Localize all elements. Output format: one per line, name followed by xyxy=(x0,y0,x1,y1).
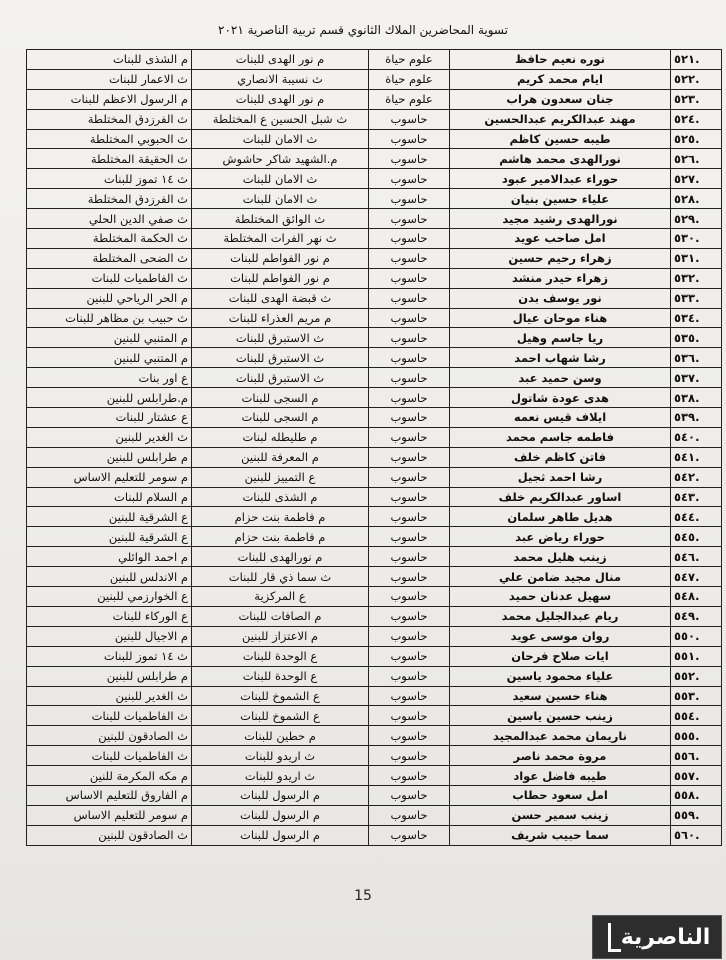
specialization-cell: حاسوب xyxy=(369,825,450,845)
teacher-name-cell: علياء محمود ياسين xyxy=(450,666,671,686)
assigned-school-cell: م نور الهدى للبنات xyxy=(192,50,369,70)
teacher-name-cell: منال مجيد ضامن علي xyxy=(450,567,671,587)
teacher-name-cell: فاتن كاظم خلف xyxy=(450,447,671,467)
previous-school-cell: ع الوركاء للبنات xyxy=(27,606,192,626)
specialization-cell: علوم حياة xyxy=(369,69,450,89)
row-number-cell: ٥٢١. xyxy=(671,50,722,70)
teacher-name-cell: هناء موحان عيال xyxy=(450,308,671,328)
table-row xyxy=(27,646,722,666)
previous-school-cell: ث الحبوبي المختلطة xyxy=(27,129,192,149)
row-number-cell: ٥٤٣. xyxy=(671,487,722,507)
teacher-name-cell: امل سعود حطاب xyxy=(450,785,671,805)
specialization-cell: علوم حياة xyxy=(369,50,450,70)
teacher-name-cell: زهراء رحيم حسين xyxy=(450,248,671,268)
specialization-cell: حاسوب xyxy=(369,785,450,805)
table-row xyxy=(27,328,722,348)
row-number-cell: ٥٢٦. xyxy=(671,149,722,169)
previous-school-cell: م المتنبي للبنين xyxy=(27,328,192,348)
teacher-name-cell: جنان سعدون هراب xyxy=(450,89,671,109)
teacher-name-cell: رشا احمد ثجيل xyxy=(450,467,671,487)
table-row xyxy=(27,50,722,70)
row-number-cell: ٥٢٥. xyxy=(671,129,722,149)
specialization-cell: حاسوب xyxy=(369,567,450,587)
row-number-cell: ٥٤٤. xyxy=(671,507,722,527)
row-number-cell: ٥٥٥. xyxy=(671,726,722,746)
specialization-cell: حاسوب xyxy=(369,547,450,567)
previous-school-cell: م الفاروق للتعليم الاساس xyxy=(27,785,192,805)
specialization-cell: حاسوب xyxy=(369,467,450,487)
assigned-school-cell: ث الامان للبنات xyxy=(192,189,369,209)
table-row xyxy=(27,109,722,129)
table-row xyxy=(27,69,722,89)
teacher-name-cell: مروة محمد ناصر xyxy=(450,746,671,766)
row-number-cell: ٥٥١. xyxy=(671,646,722,666)
previous-school-cell: م السلام للبنات xyxy=(27,487,192,507)
row-number-cell: ٥٢٣. xyxy=(671,89,722,109)
assigned-school-cell: م فاطمة بنت حزام xyxy=(192,507,369,527)
row-number-cell: ٥٣٩. xyxy=(671,408,722,428)
specialization-cell: حاسوب xyxy=(369,129,450,149)
specialization-cell: حاسوب xyxy=(369,169,450,189)
previous-school-cell: ث ١٤ تموز للبنات xyxy=(27,646,192,666)
teacher-name-cell: فاطمه جاسم محمد xyxy=(450,427,671,447)
row-number-cell: ٥٥٣. xyxy=(671,686,722,706)
table-row xyxy=(27,766,722,786)
table-row xyxy=(27,527,722,547)
row-number-cell: ٥٤٩. xyxy=(671,606,722,626)
teacher-name-cell: سهيل عدنان حميد xyxy=(450,587,671,607)
assigned-school-cell: ث شبل الحسين ع المختلطة xyxy=(192,109,369,129)
specialization-cell: حاسوب xyxy=(369,626,450,646)
previous-school-cell: ث الفرزدق المختلطة xyxy=(27,189,192,209)
assigned-school-cell: ث الاستبرق للبنات xyxy=(192,368,369,388)
specialization-cell: حاسوب xyxy=(369,487,450,507)
previous-school-cell: م.طرابلس للبنين xyxy=(27,388,192,408)
assigned-school-cell: ث الاستبرق للبنات xyxy=(192,328,369,348)
row-number-cell: ٥٥٧. xyxy=(671,766,722,786)
row-number-cell: ٥٢٤. xyxy=(671,109,722,129)
specialization-cell: حاسوب xyxy=(369,328,450,348)
table-row xyxy=(27,507,722,527)
row-number-cell: ٥٥٠. xyxy=(671,626,722,646)
table-row xyxy=(27,268,722,288)
teacher-name-cell: نورالهدى رشيد مجيد xyxy=(450,209,671,229)
table-row xyxy=(27,467,722,487)
teacher-name-cell: امل صاحب عويد xyxy=(450,229,671,249)
table-row xyxy=(27,169,722,189)
row-number-cell: ٥٢٢. xyxy=(671,69,722,89)
previous-school-cell: م الرسول الاعظم للبنات xyxy=(27,89,192,109)
table-row xyxy=(27,427,722,447)
assigned-school-cell: م حطين للبنات xyxy=(192,726,369,746)
specialization-cell: حاسوب xyxy=(369,149,450,169)
specialization-cell: حاسوب xyxy=(369,388,450,408)
specialization-cell: حاسوب xyxy=(369,308,450,328)
assigned-school-cell: ث الاستبرق للبنات xyxy=(192,348,369,368)
table-row xyxy=(27,825,722,845)
row-number-cell: ٥٣٨. xyxy=(671,388,722,408)
row-number-cell: ٥٤٦. xyxy=(671,547,722,567)
table-row xyxy=(27,726,722,746)
specialization-cell: حاسوب xyxy=(369,726,450,746)
previous-school-cell: ث ١٤ تموز للبنات xyxy=(27,169,192,189)
specialization-cell: حاسوب xyxy=(369,587,450,607)
teacher-name-cell: هناء حسين سعيد xyxy=(450,686,671,706)
row-number-cell: ٥٣١. xyxy=(671,248,722,268)
assigned-school-cell: ث الامان للبنات xyxy=(192,129,369,149)
previous-school-cell: ع الشرقية للبنين xyxy=(27,527,192,547)
teacher-name-cell: طيبه فاضل عواد xyxy=(450,766,671,786)
assigned-school-cell: م.الشهيد شاكر حاشوش xyxy=(192,149,369,169)
teacher-name-cell: علياء حسين بنيان xyxy=(450,189,671,209)
assigned-school-cell: م الاعتزاز للبنين xyxy=(192,626,369,646)
previous-school-cell: ث الفاطميات للبنات xyxy=(27,268,192,288)
row-number-cell: ٥٦٠. xyxy=(671,825,722,845)
specialization-cell: علوم حياة xyxy=(369,89,450,109)
assigned-school-cell: ث سما ذي قار للبنات xyxy=(192,567,369,587)
table-row xyxy=(27,408,722,428)
previous-school-cell: ع الخوارزمي للبنين xyxy=(27,587,192,607)
teacher-name-cell: زينب حسين ياسين xyxy=(450,706,671,726)
specialization-cell: حاسوب xyxy=(369,706,450,726)
logo-mark-icon xyxy=(608,923,621,952)
row-number-cell: ٥٣٣. xyxy=(671,288,722,308)
specialization-cell: حاسوب xyxy=(369,348,450,368)
teacher-name-cell: ايام محمد كريم xyxy=(450,69,671,89)
teacher-name-cell: رشا شهاب احمد xyxy=(450,348,671,368)
row-number-cell: ٥٤٨. xyxy=(671,587,722,607)
teacher-name-cell: ريا جاسم وهيل xyxy=(450,328,671,348)
assigned-school-cell: م نور الفواطم للبنات xyxy=(192,268,369,288)
teacher-name-cell: حوراء عبدالامير عبود xyxy=(450,169,671,189)
row-number-cell: ٥٤٥. xyxy=(671,527,722,547)
assigned-school-cell: ث الامان للبنات xyxy=(192,169,369,189)
table-row xyxy=(27,288,722,308)
assigned-school-cell: ع الوحدة للبنات xyxy=(192,646,369,666)
specialization-cell: حاسوب xyxy=(369,646,450,666)
teacher-name-cell: سما حبيب شريف xyxy=(450,825,671,845)
assigned-school-cell: م فاطمة بنت حزام xyxy=(192,527,369,547)
previous-school-cell: م الحر الرياحي للبنين xyxy=(27,288,192,308)
teacher-name-cell: ايلاف قيس نعمه xyxy=(450,408,671,428)
assigned-school-cell: م مريم العذراء للبنات xyxy=(192,308,369,328)
teacher-name-cell: نور يوسف بدن xyxy=(450,288,671,308)
specialization-cell: حاسوب xyxy=(369,447,450,467)
assigned-school-cell: م الرسول للبنات xyxy=(192,825,369,845)
teacher-name-cell: حوراء رياض عبد xyxy=(450,527,671,547)
specialization-cell: حاسوب xyxy=(369,288,450,308)
assigned-school-cell: م السجى للبنات xyxy=(192,388,369,408)
previous-school-cell: م طرابلس للبنين xyxy=(27,447,192,467)
row-number-cell: ٥٥٩. xyxy=(671,805,722,825)
specialization-cell: حاسوب xyxy=(369,686,450,706)
row-number-cell: ٥٥٤. xyxy=(671,706,722,726)
table-row xyxy=(27,89,722,109)
specialization-cell: حاسوب xyxy=(369,408,450,428)
teacher-name-cell: مهند عبدالكريم عبدالحسين xyxy=(450,109,671,129)
row-number-cell: ٥٣٥. xyxy=(671,328,722,348)
specialization-cell: حاسوب xyxy=(369,189,450,209)
previous-school-cell: ث الحكمة المختلطة xyxy=(27,229,192,249)
teacher-name-cell: نوره نعيم حافظ xyxy=(450,50,671,70)
assigned-school-cell: م نور الهدى للبنات xyxy=(192,89,369,109)
previous-school-cell: ث صفي الدين الحلي xyxy=(27,209,192,229)
specialization-cell: حاسوب xyxy=(369,109,450,129)
document-title: تسوية المحاضرين الملاك الثانوي قسم تربية الناصرية ٢٠٢١ xyxy=(218,23,508,37)
previous-school-cell: م طرابلس للبنين xyxy=(27,666,192,686)
assigned-school-cell: ث نسيبة الانصاري xyxy=(192,69,369,89)
row-number-cell: ٥٢٨. xyxy=(671,189,722,209)
specialization-cell: حاسوب xyxy=(369,368,450,388)
assigned-school-cell: م نورالهدى للبنات xyxy=(192,547,369,567)
assigned-school-cell: ع التمييز للبنين xyxy=(192,467,369,487)
teacher-name-cell: هدى عودة شاتول xyxy=(450,388,671,408)
teacher-name-cell: وسن حميد عبد xyxy=(450,368,671,388)
row-number-cell: ٥٢٩. xyxy=(671,209,722,229)
teachers-table xyxy=(26,49,722,846)
teacher-name-cell: زينب سمير حسن xyxy=(450,805,671,825)
assigned-school-cell: ع الشموخ للبنات xyxy=(192,686,369,706)
specialization-cell: حاسوب xyxy=(369,248,450,268)
row-number-cell: ٥٣٧. xyxy=(671,368,722,388)
assigned-school-cell: ث اريدو للبنات xyxy=(192,766,369,786)
page-number: 15 xyxy=(354,888,372,904)
previous-school-cell: م سومر للتعليم الاساس xyxy=(27,467,192,487)
nasiriyah-logo xyxy=(592,915,722,959)
previous-school-cell: م سومر للتعليم الاساس xyxy=(27,805,192,825)
table-row xyxy=(27,606,722,626)
table-row xyxy=(27,626,722,646)
specialization-cell: حاسوب xyxy=(369,427,450,447)
previous-school-cell: م احمد الوائلي xyxy=(27,547,192,567)
previous-school-cell: ع الشرقية للبنين xyxy=(27,507,192,527)
previous-school-cell: ث حبيب بن مظاهر للبنات xyxy=(27,308,192,328)
previous-school-cell: م الاجيال للبنين xyxy=(27,626,192,646)
specialization-cell: حاسوب xyxy=(369,805,450,825)
row-number-cell: ٥٣٤. xyxy=(671,308,722,328)
specialization-cell: حاسوب xyxy=(369,746,450,766)
assigned-school-cell: م الرسول للبنات xyxy=(192,785,369,805)
specialization-cell: حاسوب xyxy=(369,527,450,547)
row-number-cell: ٥٣٠. xyxy=(671,229,722,249)
assigned-school-cell: م السجى للبنات xyxy=(192,408,369,428)
teacher-name-cell: ناريمان محمد عبدالمجيد xyxy=(450,726,671,746)
table-row xyxy=(27,666,722,686)
table-row xyxy=(27,209,722,229)
teacher-name-cell: زهراء حيدر منشد xyxy=(450,268,671,288)
table-row xyxy=(27,248,722,268)
assigned-school-cell: م الرسول للبنات xyxy=(192,805,369,825)
specialization-cell: حاسوب xyxy=(369,209,450,229)
table-row xyxy=(27,746,722,766)
row-number-cell: ٥٤١. xyxy=(671,447,722,467)
teacher-name-cell: نورالهدى محمد هاشم xyxy=(450,149,671,169)
row-number-cell: ٥٥٦. xyxy=(671,746,722,766)
assigned-school-cell: م الصافات للبنات xyxy=(192,606,369,626)
table-row xyxy=(27,149,722,169)
previous-school-cell: ث الغدير للبنين xyxy=(27,686,192,706)
specialization-cell: حاسوب xyxy=(369,606,450,626)
specialization-cell: حاسوب xyxy=(369,507,450,527)
table-row xyxy=(27,785,722,805)
previous-school-cell: ث الصادقون للبنين xyxy=(27,726,192,746)
row-number-cell: ٥٥٨. xyxy=(671,785,722,805)
row-number-cell: ٥٤٢. xyxy=(671,467,722,487)
table-row xyxy=(27,686,722,706)
previous-school-cell: ث الحقيقة المختلطة xyxy=(27,149,192,169)
previous-school-cell: ث الصادقون للبنين xyxy=(27,825,192,845)
assigned-school-cell: ع الوحدة للبنات xyxy=(192,666,369,686)
specialization-cell: حاسوب xyxy=(369,766,450,786)
previous-school-cell: ع عشتار للبنات xyxy=(27,408,192,428)
teacher-name-cell: روان موسى عويد xyxy=(450,626,671,646)
assigned-school-cell: ع الشموخ للبنات xyxy=(192,706,369,726)
teacher-name-cell: ريام عبدالجليل محمد xyxy=(450,606,671,626)
assigned-school-cell: ث قبضة الهدى للبنات xyxy=(192,288,369,308)
assigned-school-cell: ث الوائق المختلطة xyxy=(192,209,369,229)
row-number-cell: ٥٤٧. xyxy=(671,567,722,587)
teacher-name-cell: ايات صلاح فرحان xyxy=(450,646,671,666)
assigned-school-cell: ع المركزية xyxy=(192,587,369,607)
previous-school-cell: م المتنبي للبنين xyxy=(27,348,192,368)
table-row xyxy=(27,368,722,388)
assigned-school-cell: م نور الفواطم للبنات xyxy=(192,248,369,268)
previous-school-cell: ث الفاطميات للبنات xyxy=(27,746,192,766)
previous-school-cell: م الاندلس للبنين xyxy=(27,567,192,587)
table-row xyxy=(27,388,722,408)
previous-school-cell: ع اور بنات xyxy=(27,368,192,388)
logo-text: الناصرية xyxy=(620,924,711,950)
row-number-cell: ٥٣٦. xyxy=(671,348,722,368)
row-number-cell: ٥٣٢. xyxy=(671,268,722,288)
assigned-school-cell: ث نهر الفرات المختلطة xyxy=(192,229,369,249)
table-row xyxy=(27,308,722,328)
table-row xyxy=(27,189,722,209)
teacher-name-cell: زينب هليل محمد xyxy=(450,547,671,567)
previous-school-cell: ث الفاطميات للبنات xyxy=(27,706,192,726)
previous-school-cell: ث الضحى المختلطة xyxy=(27,248,192,268)
previous-school-cell: ث الاعمار للبنات xyxy=(27,69,192,89)
previous-school-cell: م الشذى للبنات xyxy=(27,50,192,70)
specialization-cell: حاسوب xyxy=(369,666,450,686)
assigned-school-cell: م المعرفة للبنين xyxy=(192,447,369,467)
table-row xyxy=(27,587,722,607)
table-row xyxy=(27,447,722,467)
table-row xyxy=(27,229,722,249)
specialization-cell: حاسوب xyxy=(369,229,450,249)
table-row xyxy=(27,706,722,726)
table-row xyxy=(27,547,722,567)
row-number-cell: ٥٢٧. xyxy=(671,169,722,189)
teacher-name-cell: اساور عبدالكريم خلف xyxy=(450,487,671,507)
teacher-name-cell: طيبه حسين كاظم xyxy=(450,129,671,149)
table-row xyxy=(27,129,722,149)
row-number-cell: ٥٤٠. xyxy=(671,427,722,447)
table-row xyxy=(27,487,722,507)
table-row xyxy=(27,348,722,368)
teacher-name-cell: هديل طاهر سلمان xyxy=(450,507,671,527)
assigned-school-cell: م طليطله لبنات xyxy=(192,427,369,447)
assigned-school-cell: ث اريدو للبنات xyxy=(192,746,369,766)
table-row xyxy=(27,805,722,825)
row-number-cell: ٥٥٢. xyxy=(671,666,722,686)
assigned-school-cell: م الشذى للبنات xyxy=(192,487,369,507)
previous-school-cell: ث الغدير للبنين xyxy=(27,427,192,447)
specialization-cell: حاسوب xyxy=(369,268,450,288)
table-row xyxy=(27,567,722,587)
previous-school-cell: م مكه المكرمة للنين xyxy=(27,766,192,786)
previous-school-cell: ث الفرزدق المختلطة xyxy=(27,109,192,129)
